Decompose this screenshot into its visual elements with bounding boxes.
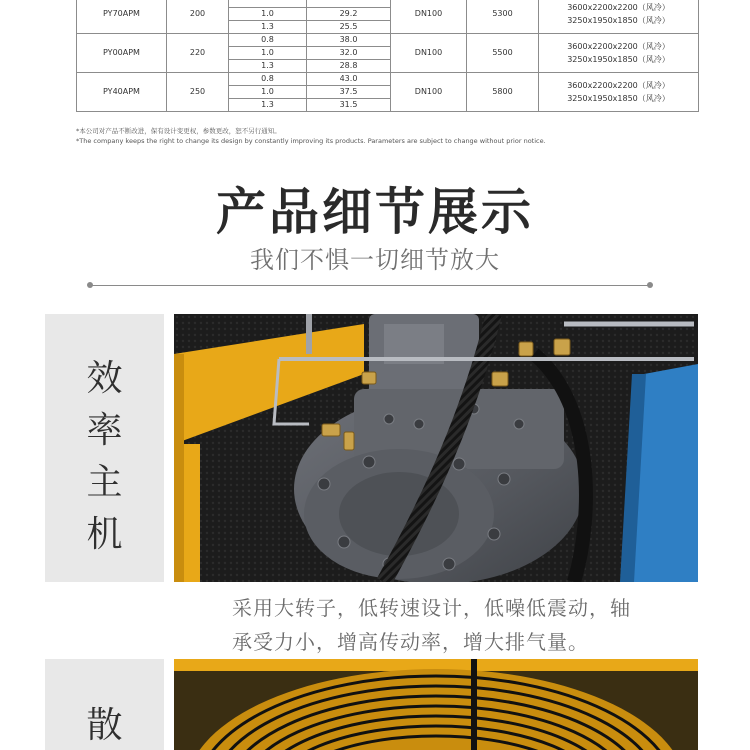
dimension-line: 3250x1950x1850（风冷） <box>567 16 670 25</box>
outlet-cell: DN100 <box>391 34 467 73</box>
flow-cell: 32.0 <box>307 47 391 60</box>
note-english: *The company keeps the right to change its design by constantly improving its products. Parameters are subject to change without prior notice. <box>76 137 546 145</box>
dimension-cell <box>539 34 699 73</box>
feature-label-char: 主 <box>86 462 123 503</box>
dimension-cell <box>539 0 699 34</box>
power-cell: 220 <box>167 34 229 73</box>
weight-cell: 5800 <box>467 73 539 112</box>
flow-cell: 28.8 <box>307 60 391 73</box>
divider-dot-right <box>647 282 653 288</box>
main-engine-illustration <box>174 314 698 582</box>
divider-dot-left <box>87 282 93 288</box>
dimension-cell <box>539 73 699 112</box>
pressure-cell: 1.3 <box>229 21 307 34</box>
model-cell: PY00APM <box>77 34 167 73</box>
feature-label-char: 效 <box>86 358 123 399</box>
feature-label-panel <box>45 659 164 750</box>
section-title: 产品细节展示 <box>216 183 534 241</box>
pressure-cell: 0.8 <box>229 73 307 86</box>
feature-label-panel <box>45 314 164 582</box>
pressure-cell: 1.0 <box>229 86 307 99</box>
feature-label-char: 散 <box>86 705 123 746</box>
flow-cell <box>307 0 391 8</box>
note-chinese: *本公司对产品不断改进，保有设计变更权，参数更改，恕不另行通知。 <box>76 127 281 135</box>
dimension-line: 3600x2200x2200（风冷） <box>567 81 670 90</box>
spec-table <box>76 0 699 112</box>
divider-line <box>90 285 650 286</box>
dimension-line: 3600x2200x2200（风冷） <box>567 42 670 51</box>
table-row <box>77 73 699 86</box>
flow-cell: 38.0 <box>307 34 391 47</box>
feature-label-char: 机 <box>86 514 123 555</box>
pressure-cell: 1.0 <box>229 47 307 60</box>
flow-cell: 37.5 <box>307 86 391 99</box>
pressure-cell: 0.8 <box>229 34 307 47</box>
feature-label-char: 率 <box>86 410 123 451</box>
weight-cell: 5500 <box>467 34 539 73</box>
table-row <box>77 0 699 8</box>
flow-cell: 29.2 <box>307 8 391 21</box>
model-cell: PY70APM <box>77 0 167 34</box>
outlet-cell: DN100 <box>391 73 467 112</box>
flow-cell: 25.5 <box>307 21 391 34</box>
dimension-line: 3600x2200x2200（风冷） <box>567 3 670 12</box>
pressure-cell: 1.3 <box>229 99 307 112</box>
weight-cell: 5300 <box>467 0 539 34</box>
table-row <box>77 34 699 47</box>
pressure-cell: 1.0 <box>229 8 307 21</box>
power-cell: 200 <box>167 0 229 34</box>
section-subtitle: 我们不惧一切细节放大 <box>250 246 500 274</box>
cooling-fan-illustration <box>174 659 698 750</box>
feature-description-line: 采用大转子，低转速设计，低噪低震动，轴 <box>232 596 631 620</box>
dimension-line: 3250x1950x1850（风冷） <box>567 55 670 64</box>
pressure-cell: 1.3 <box>229 60 307 73</box>
power-cell: 250 <box>167 73 229 112</box>
pressure-cell <box>229 0 307 8</box>
model-cell: PY40APM <box>77 73 167 112</box>
outlet-cell: DN100 <box>391 0 467 34</box>
flow-cell: 31.5 <box>307 99 391 112</box>
cooling-fan-photo <box>174 659 698 750</box>
feature-description-line: 承受力小，增高传动率，增大排气量。 <box>232 630 589 654</box>
dimension-line: 3250x1950x1850（风冷） <box>567 94 670 103</box>
main-engine-photo <box>174 314 698 582</box>
flow-cell: 43.0 <box>307 73 391 86</box>
